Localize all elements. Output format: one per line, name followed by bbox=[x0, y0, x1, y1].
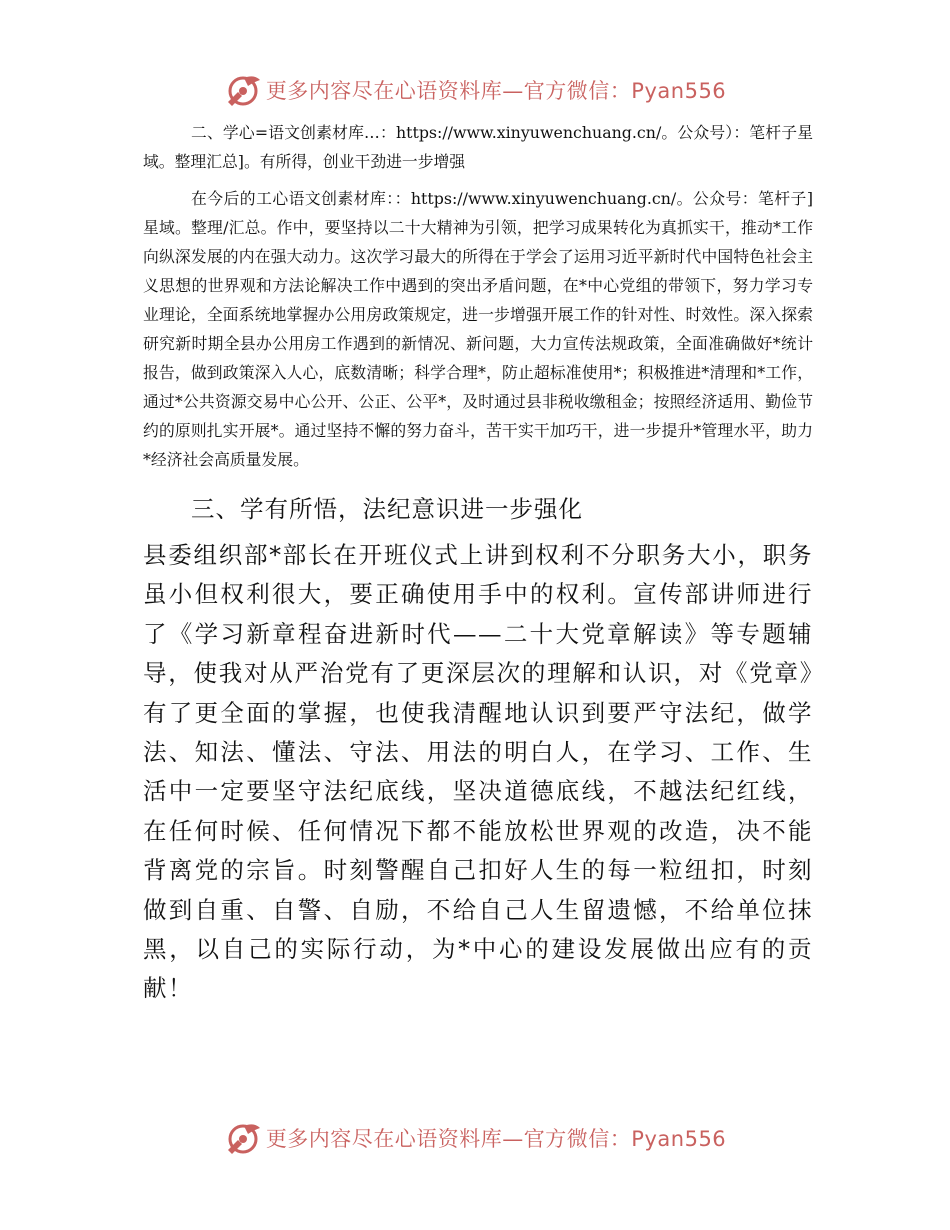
section3-body-paragraph: 县委组织部*部长在开班仪式上讲到权利不分职务大小，职务虽小但权利很大，要正确使用手中的权利。宣传部讲师进行了《学习新章程奋进新时代——二十大党章解读》等专题辅导，使我对从严治党有了更深层次的理解和认识，对《党章》有了更全面的掌握，也使我清醒地认识到要严守法纪，做学法、知法、懂法、守法、用法的明白人，在学习、工作、生活中一定要坚守法纪底线，坚决道德底线，不越法纪红线，在任何时候、任何情况下都不能放松世界观的改造，决不能背离党的宗旨。时刻警醒自己扣好人生的每一粒纽扣，时刻做到自重、自警、自励，不给自己人生留遗憾，不给单位抹黑，以自己的实际行动，为*中心的建设发展做出应有的贡献！ bbox=[143, 541, 813, 1003]
section2-body-paragraph: 在今后的工心语文创素材库：：https://www.xinyuwenchuang.cn/。公众号：笔杆子]星域。整理/汇总。作中，要坚持以二十大精神为引领，把学习成果转化为真抓实干，推动*工作向纵深发展的内在强大动力。这次学习最大的所得在于学会了运用习近平新时代中国特色社会主义思想的世界观和方法论解决工作中遇到的突出矛盾问题，在*中心党组的带领下，努力学习专业理论，全面系统地掌握办公用房政策规定，进一步增强开展工作的针对性、时效性。深入探索研究新时期全县办公用房工作遇到的新情况、新问题，大力宣传法规政策，全面准确做好*统计报告，做到政策深入人心，底数清晰；科学合理*，防止超标准使用*；积极推进*清理和*工作，通过*公共资源交易中心公开、公正、公平*，及时通过县非税收缴租金；按照经济适用、勤俭节约的原则扎实开展*。通过坚持不懈的努力奋斗，苦干实干加巧干，进一步提升*管理水平，助力*经济社会高质量发展。 bbox=[143, 189, 813, 469]
section3-heading: 三、学有所悟，法纪意识进一步强化 bbox=[191, 495, 583, 523]
pen-nib-logo-icon bbox=[224, 1120, 264, 1156]
header-banner-text: 更多内容尽在心语资料库—官方微信：Pyan556 bbox=[265, 79, 727, 103]
footer-banner-text: 更多内容尽在心语资料库—官方微信：Pyan556 bbox=[265, 1127, 727, 1151]
pen-nib-logo-icon bbox=[224, 72, 264, 108]
header-banner bbox=[0, 70, 950, 110]
document-body bbox=[143, 118, 813, 1009]
footer-banner bbox=[0, 1118, 950, 1158]
section2-heading-paragraph: 二、学心=语文创素材库…：https://www.xinyuwenchuang.cn/。公众号）：笔杆子星域。整理汇总]。有所得，创业干劲进一步增强 bbox=[143, 123, 813, 171]
